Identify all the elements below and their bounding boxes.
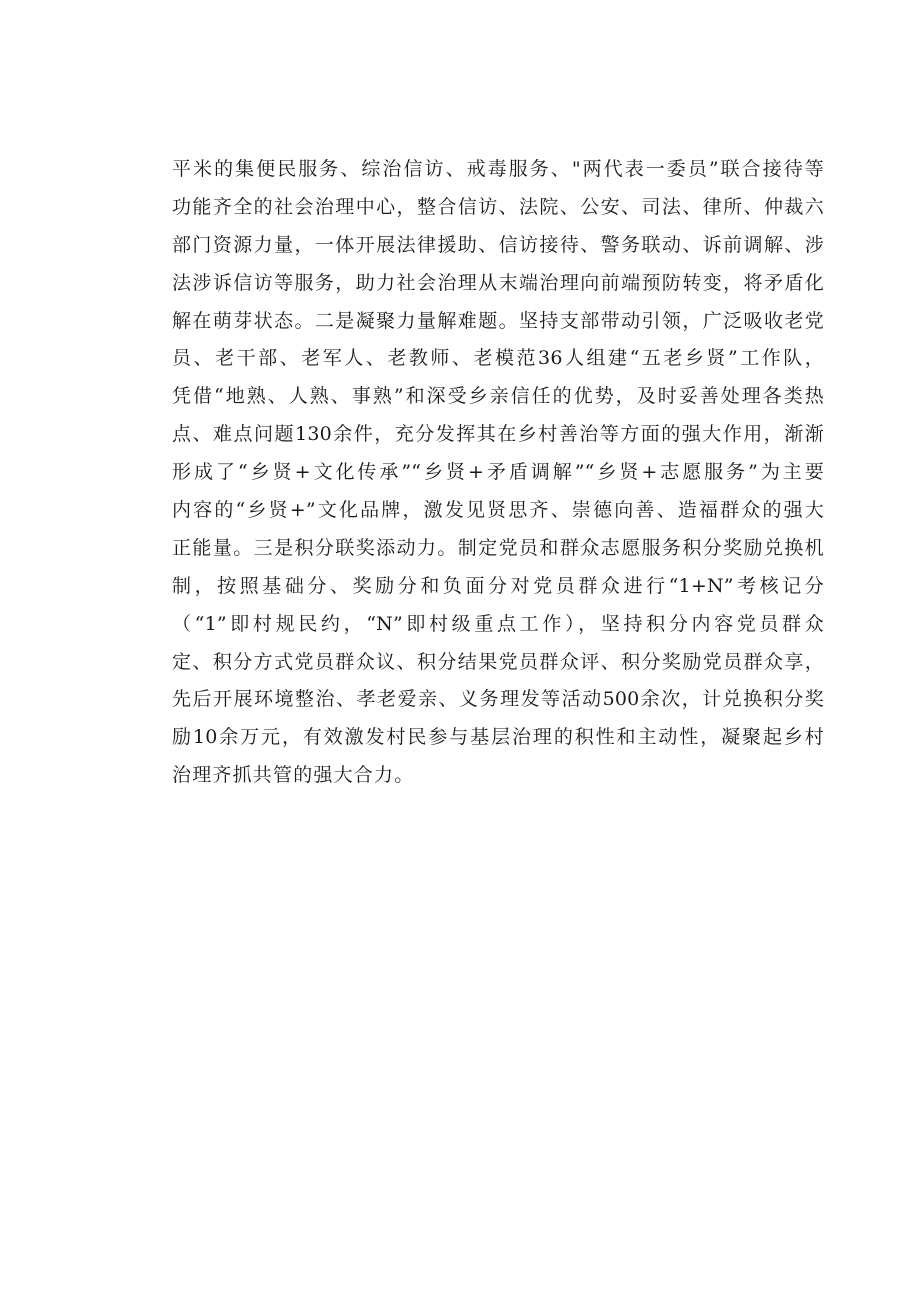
paragraph-line: 正能量。三是积分联奖添动力。制定党员和群众志愿服务积分奖励兑换机	[172, 536, 824, 559]
paragraph-line: 内容的“乡贤+”文化品牌，激发见贤思齐、崇德向善、造福群众的强大	[172, 499, 824, 522]
paragraph-line: 平米的集便民服务、综治信访、戒毒服务、"两代表一委员”联合接待等	[172, 158, 824, 180]
paragraph-line: 先后开展环境整治、孝老爱亲、义务理发等活动500余次，计兑换积分奖	[172, 688, 824, 711]
paragraph-line: 励10余万元，有效激发村民参与基层治理的积性和主动性，凝聚起乡村	[172, 726, 824, 749]
paragraph-line: 员、老干部、老军人、老教师、老模范36人组建“五老乡贤”工作队，	[172, 347, 824, 370]
paragraph-line: 形成了“乡贤+文化传承”“乡贤+矛盾调解”“乡贤+志愿服务”为主要	[172, 461, 824, 484]
paragraph-line: 点、难点问题130余件，充分发挥其在乡村善治等方面的强大作用，渐渐	[172, 423, 824, 446]
paragraph-line-last: 治理齐抓共管的强大合力。	[172, 764, 415, 787]
paragraph-line: 法涉诉信访等服务，助力社会治理从末端治理向前端预防转变，将矛盾化	[172, 271, 824, 294]
paragraph-line: 部门资源力量，一体开展法律援助、信访接待、警务联动、诉前调解、涉	[172, 233, 824, 256]
body-paragraph	[172, 151, 824, 795]
paragraph-line: 解在萌芽状态。二是凝聚力量解难题。坚持支部带动引领，广泛吸收老党	[172, 309, 824, 332]
paragraph-line: 功能齐全的社会治理中心，整合信访、法院、公安、司法、律所、仲裁六	[172, 195, 824, 218]
paragraph-line: 定、积分方式党员群众议、积分结果党员群众评、积分奖励党员群众享，	[172, 650, 824, 673]
paragraph-line: （“1”即村规民约，“N”即村级重点工作），坚持积分内容党员群众	[172, 612, 824, 635]
paragraph-line: 凭借“地熟、人熟、事熟”和深受乡亲信任的优势，及时妥善处理各类热	[172, 385, 824, 408]
paragraph-line: 制，按照基础分、奖励分和负面分对党员群众进行“1+N”考核记分	[172, 574, 824, 597]
